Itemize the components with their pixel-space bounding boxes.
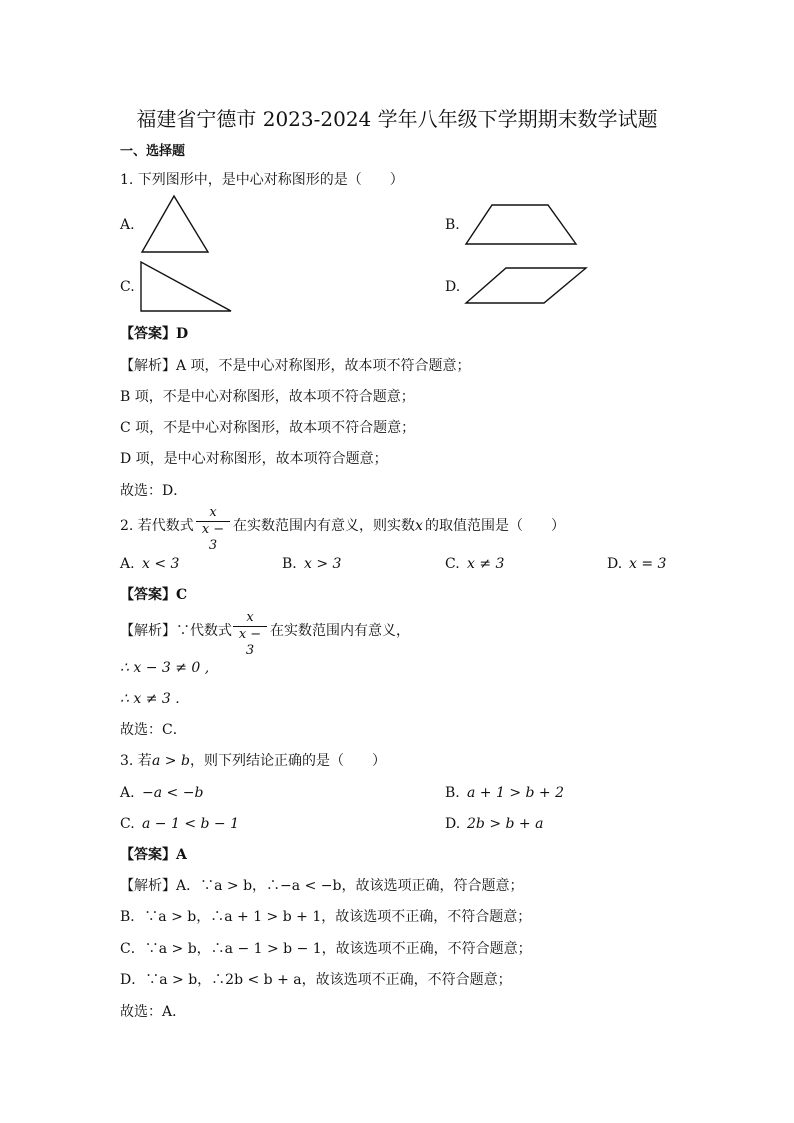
- q3-option-c-text: a − 1 < b − 1: [142, 816, 240, 832]
- q1-option-a-label: A.: [120, 217, 135, 233]
- q2-option-b-text: x > 3: [304, 556, 342, 572]
- fraction-numerator: x: [209, 505, 217, 520]
- question-2-stem-end: 的取值范围是（ ）: [425, 518, 565, 534]
- q3-option-a-label: A.: [120, 785, 135, 801]
- q1-analysis-line: C 项，不是中心对称图形，故本项不符合题意；: [120, 420, 416, 436]
- q1-answer: 【答案】D: [120, 326, 189, 342]
- q2-analysis-prefix: 【解析】∵代数式: [120, 623, 232, 639]
- question-2-variable: x: [415, 518, 423, 534]
- q1-analysis-line: B 项，不是中心对称图形，故本项不符合题意；: [120, 389, 415, 405]
- question-1-stem: 1. 下列图形中，是中心对称图形的是（ ）: [120, 172, 404, 188]
- q2-conclusion: 故选：C．: [120, 722, 187, 738]
- q3-analysis-line: B．∵a > b，∴a + 1 > b + 1，故该选项不正确，不符合题意；: [120, 909, 532, 925]
- q3-option-d-label: D.: [445, 816, 461, 832]
- right-triangle-icon: [138, 260, 234, 314]
- q2-analysis-line: ∴ x − 3 ≠ 0 ,: [120, 660, 210, 676]
- q3-analysis-line: C．∵a > b，∴a − 1 > b − 1，故该选项不正确，不符合题意；: [120, 941, 532, 957]
- q2-option-d-text: x = 3: [629, 556, 667, 572]
- q1-option-c-label: C.: [120, 279, 135, 295]
- question-3-stem-suffix: ，则下列结论正确的是（ ）: [190, 753, 386, 769]
- q1-option-b-label: B.: [445, 217, 460, 233]
- fraction-denominator: x − 3: [238, 627, 262, 658]
- q1-analysis-line: D 项，是中心对称图形，故本项符合题意；: [120, 451, 388, 467]
- q3-option-d-text: 2b > b + a: [467, 816, 544, 832]
- question-2-stem-prefix: 2. 若代数式: [120, 518, 194, 534]
- q3-option-c-label: C.: [120, 816, 135, 832]
- question-2-stem-middle: 在实数范围内有意义，则实数: [233, 518, 415, 534]
- q2-option-a-text: x < 3: [142, 556, 180, 572]
- q1-analysis-line: 【解析】A 项，不是中心对称图形，故本项不符合题意；: [120, 358, 471, 374]
- parallelogram-icon: [464, 266, 590, 306]
- question-3-condition: a > b: [152, 753, 190, 769]
- q3-analysis-line: 【解析】A．∵a > b，∴−a < −b，故该选项正确，符合题意；: [120, 878, 524, 894]
- q2-option-c-text: x ≠ 3: [467, 556, 505, 572]
- q2-analysis-line: ∴ x ≠ 3 .: [120, 691, 180, 707]
- q1-option-d-label: D.: [445, 279, 461, 295]
- q2-option-b-label: B.: [282, 556, 297, 572]
- fraction-numerator: x: [246, 610, 254, 625]
- trapezoid-icon: [464, 203, 580, 247]
- q2-option-c-label: C.: [445, 556, 460, 572]
- q3-analysis-line: D．∵a > b，∴2b < b + a，故该选项不正确，不符合题意；: [120, 972, 512, 988]
- q3-option-b-label: B.: [445, 785, 460, 801]
- page-title: 福建省宁德市 2023-2024 学年八年级下学期期末数学试题: [136, 107, 658, 131]
- q2-analysis-fraction: [233, 610, 267, 659]
- q3-answer: 【答案】A: [120, 847, 187, 863]
- q3-option-a-text: −a < −b: [142, 785, 204, 801]
- q2-answer: 【答案】C: [120, 587, 188, 603]
- q2-fraction: [196, 505, 230, 554]
- triangle-icon: [140, 194, 210, 254]
- q2-option-a-label: A.: [120, 556, 135, 572]
- q2-analysis-suffix: 在实数范围内有意义，: [270, 623, 410, 639]
- q3-option-b-text: a + 1 > b + 2: [467, 785, 565, 801]
- q3-conclusion: 故选：A．: [120, 1004, 187, 1020]
- section-heading: 一、选择题: [120, 144, 186, 159]
- fraction-denominator: x − 3: [201, 522, 225, 553]
- q2-option-d-label: D.: [607, 556, 623, 572]
- q1-conclusion: 故选：D．: [120, 483, 188, 499]
- question-3-stem-prefix: 3. 若: [120, 753, 152, 769]
